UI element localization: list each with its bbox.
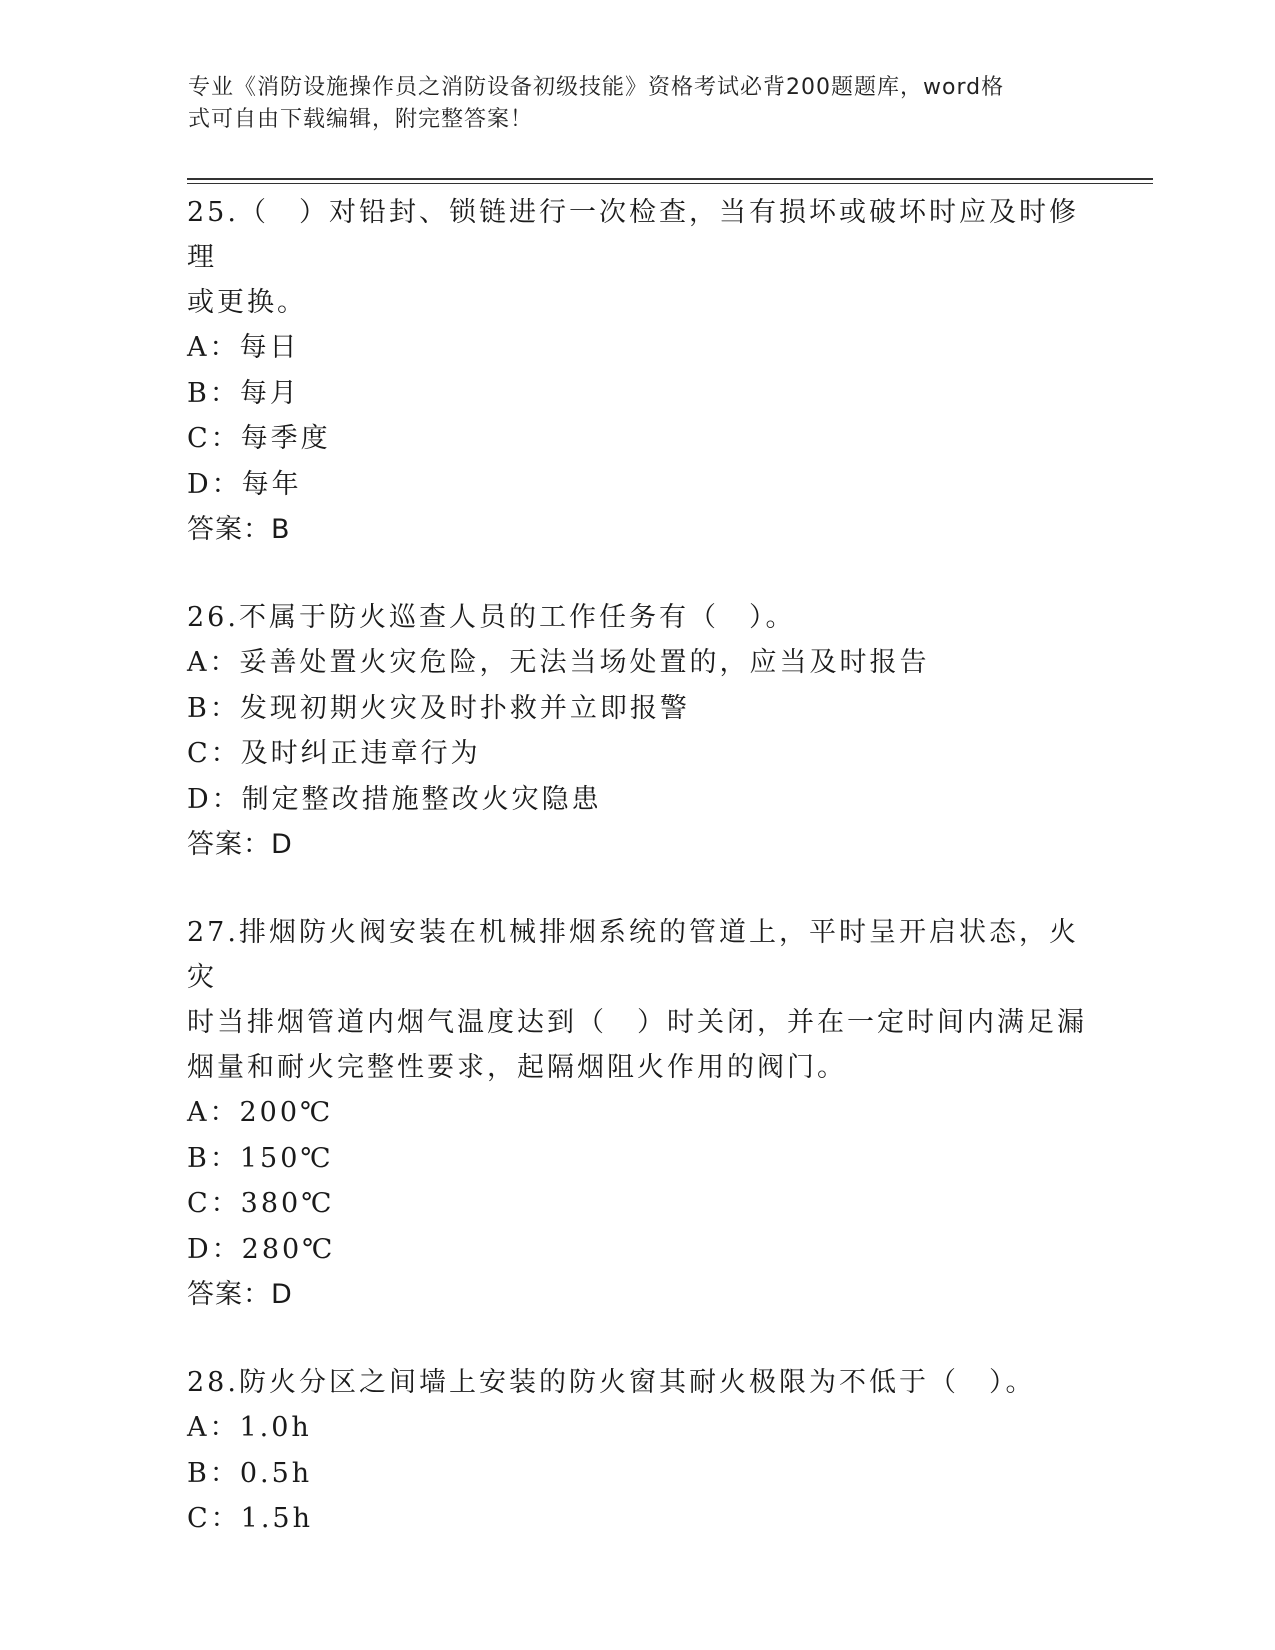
question-block [187, 190, 1087, 553]
question-stem-line: 26.不属于防火巡查人员的工作任务有（ ）。 [187, 602, 796, 633]
answer-option: C：380℃ [187, 1188, 335, 1219]
answer-option: B：0.5h [187, 1457, 313, 1489]
document-header [188, 72, 1068, 136]
question-stem-line: 或更换。 [187, 287, 307, 318]
answer-option: C：1.5h [187, 1503, 313, 1534]
question-list [187, 190, 1087, 1584]
answer-option: B：发现初期火灾及时扑救并立即报警 [187, 692, 690, 724]
answer-option: D：制定整改措施整改火灾隐患 [187, 783, 602, 815]
answer-option: C：及时纠正违章行为 [187, 738, 481, 769]
question-stem-line: 25.（ ）对铅封、锁链进行一次检查，当有损坏或破坏时应及时修理 [187, 197, 1079, 273]
answer-option: B：150℃ [187, 1142, 334, 1174]
answer-option: A：妥善处置火灾危险，无法当场处置的，应当及时报告 [187, 647, 930, 678]
question-block [187, 910, 1087, 1318]
question-stem-line: 时当排烟管道内烟气温度达到（ ）时关闭，并在一定时间内满足漏 [187, 1007, 1087, 1038]
question-stem-line: 烟量和耐火完整性要求，起隔烟阻火作用的阀门。 [187, 1052, 847, 1083]
question-stem-line: 28.防火分区之间墙上安装的防火窗其耐火极限为不低于（ ）。 [187, 1367, 1036, 1398]
question-block [187, 1360, 1087, 1542]
header-line-1: 专业《消防设施操作员之消防设备初级技能》资格考试必背200题题库，word格 [188, 75, 1005, 100]
answer-option: D：每年 [187, 468, 302, 500]
answer-option: A：1.0h [187, 1412, 312, 1443]
answer-option: C：每季度 [187, 423, 331, 454]
header-divider-thick [187, 178, 1153, 180]
question-block [187, 595, 1087, 868]
answer-option: D：280℃ [187, 1233, 336, 1265]
answer-option: A：每日 [187, 332, 300, 363]
header-divider-thin [187, 183, 1153, 184]
answer-key: 答案：B [187, 514, 291, 545]
header-line-2: 式可自由下载编辑，附完整答案！ [188, 107, 534, 132]
answer-key: 答案：D [187, 1279, 293, 1310]
answer-key: 答案：D [187, 829, 293, 860]
answer-option: A：200℃ [187, 1097, 334, 1128]
answer-option: B：每月 [187, 377, 300, 409]
question-stem-line: 27.排烟防火阀安装在机械排烟系统的管道上，平时呈开启状态，火灾 [187, 917, 1079, 993]
